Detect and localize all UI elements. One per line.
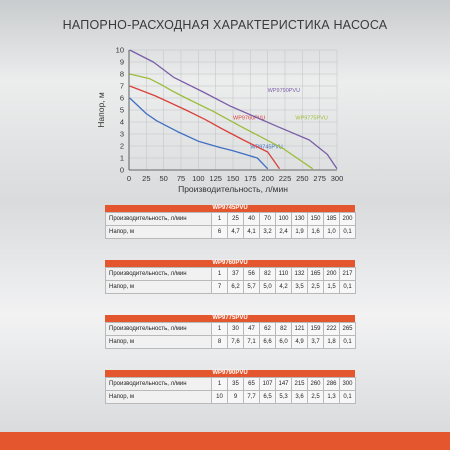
table-cell: 1 [212, 378, 228, 391]
spec-table-WP9790PVU [105, 370, 355, 404]
table-cell: 1,0 [324, 226, 340, 239]
y-tick-label: 10 [115, 45, 124, 55]
table-cell: 10 [212, 391, 228, 404]
bottom-accent-bar [0, 432, 450, 450]
row-label: Производительность, л/мин [106, 378, 212, 391]
y-tick-label: 6 [119, 93, 124, 103]
table-cell: 4,2 [276, 281, 292, 294]
table-cell: 7,1 [244, 336, 260, 349]
row-label: Напор, м [106, 281, 212, 294]
table-cell: 82 [260, 268, 276, 281]
y-tick-label: 2 [119, 141, 124, 151]
table-cell: 1,3 [324, 391, 340, 404]
table-cell: 4,1 [244, 226, 260, 239]
table-cell: 6 [212, 226, 228, 239]
spec-table-WP9775PVU [105, 315, 355, 349]
table-cell: 3,5 [292, 281, 308, 294]
y-tick-label: 1 [119, 153, 124, 163]
table-cell: 62 [260, 323, 276, 336]
spec-table-WP9745PVU [105, 205, 355, 239]
table-cell: 121 [292, 323, 308, 336]
y-axis-label: Напор, м [96, 92, 106, 128]
table-cell: 5,3 [276, 391, 292, 404]
spec-table-WP9760PVU [105, 260, 355, 294]
table-cell: 6,5 [260, 391, 276, 404]
table-cell: 222 [324, 323, 340, 336]
row-label: Производительность, л/мин [106, 213, 212, 226]
table-cell: 56 [244, 268, 260, 281]
y-tick-label: 0 [119, 165, 124, 175]
head-row [106, 226, 356, 239]
table-cell: 1,9 [292, 226, 308, 239]
series-line-WP9760PVU [130, 86, 283, 169]
row-label: Производительность, л/мин [106, 323, 212, 336]
table-cell: 7,6 [228, 336, 244, 349]
table-cell: 217 [340, 268, 356, 281]
x-tick-label: 75 [176, 174, 186, 183]
flow-row [106, 268, 356, 281]
table-cell: 25 [228, 213, 244, 226]
table-cell: 9 [228, 391, 244, 404]
table-cell: 7 [212, 281, 228, 294]
table-cell: 185 [324, 213, 340, 226]
table-cell: 100 [276, 213, 292, 226]
x-tick-label: 100 [192, 174, 205, 183]
y-tick-label: 4 [119, 117, 124, 127]
spec-table-title: WP9790PVU [105, 370, 355, 377]
table-cell: 265 [340, 323, 356, 336]
spec-table-title: WP9745PVU [105, 205, 355, 212]
table-cell: 147 [276, 378, 292, 391]
table-cell: 40 [244, 213, 260, 226]
table-cell: 0,1 [340, 336, 356, 349]
table-cell: 300 [340, 378, 356, 391]
series-label-WP9760PVU: WP9760PVU [233, 115, 266, 122]
flow-row [106, 378, 356, 391]
table-cell: 1 [212, 213, 228, 226]
x-tick-label: 200 [261, 174, 274, 183]
head-row [106, 336, 356, 349]
table-cell: 1,5 [324, 281, 340, 294]
y-tick-label: 8 [119, 69, 124, 79]
spec-table-title: WP9775PVU [105, 315, 355, 322]
table-cell: 260 [308, 378, 324, 391]
table-cell: 70 [260, 213, 276, 226]
table-cell: 3,2 [260, 226, 276, 239]
x-tick-label: 125 [209, 174, 222, 183]
table-cell: 1 [212, 323, 228, 336]
x-tick-label: 150 [226, 174, 240, 183]
table-cell: 110 [276, 268, 292, 281]
spec-table-title: WP9760PVU [105, 260, 355, 267]
head-row [106, 391, 356, 404]
table-cell: 6,2 [228, 281, 244, 294]
x-tick-label: 0 [126, 174, 132, 183]
table-cell: 159 [308, 323, 324, 336]
y-tick-label: 7 [119, 81, 124, 91]
y-tick-label: 5 [119, 105, 124, 115]
table-cell: 0,1 [340, 226, 356, 239]
table-cell: 5,0 [260, 281, 276, 294]
head-row [106, 281, 356, 294]
table-cell: 65 [244, 378, 260, 391]
row-label: Напор, м [106, 391, 212, 404]
table-cell: 215 [292, 378, 308, 391]
table-cell: 286 [324, 378, 340, 391]
x-tick-label: 225 [278, 174, 292, 183]
x-axis-label: Производительность, л/мин [178, 184, 288, 194]
x-tick-label: 300 [330, 174, 344, 183]
table-cell: 0,1 [340, 391, 356, 404]
series-label-WP9775PVU: WP9775PVU [295, 115, 328, 122]
x-tick-label: 175 [244, 174, 257, 183]
table-cell: 1,8 [324, 336, 340, 349]
table-cell: 8 [212, 336, 228, 349]
page-title: НАПОРНО-РАСХОДНАЯ ХАРАКТЕРИСТИКА НАСОСА [62, 18, 388, 32]
table-cell: 3,7 [308, 336, 324, 349]
table-cell: 130 [292, 213, 308, 226]
table-cell: 200 [340, 213, 356, 226]
table-cell: 165 [308, 268, 324, 281]
table-cell: 150 [308, 213, 324, 226]
table-cell: 6,0 [276, 336, 292, 349]
flow-row [106, 213, 356, 226]
table-cell: 1 [212, 268, 228, 281]
y-tick-label: 9 [119, 57, 124, 67]
head-flow-chart [0, 0, 450, 200]
table-cell: 82 [276, 323, 292, 336]
table-cell: 2,5 [308, 281, 324, 294]
table-cell: 35 [228, 378, 244, 391]
series-label-WP9745PVU: WP9745PVU [250, 144, 283, 151]
table-cell: 2,4 [276, 226, 292, 239]
table-cell: 6,6 [260, 336, 276, 349]
row-label: Напор, м [106, 336, 212, 349]
series-label-WP9790PVU: WP9790PVU [267, 88, 301, 94]
table-cell: 200 [324, 268, 340, 281]
table-cell: 5,7 [244, 281, 260, 294]
table-cell: 30 [228, 323, 244, 336]
x-tick-label: 250 [296, 174, 309, 183]
flow-row [106, 323, 356, 336]
table-cell: 3,6 [292, 391, 308, 404]
table-cell: 4,7 [228, 226, 244, 239]
table-cell: 7,7 [244, 391, 260, 404]
x-tick-label: 25 [142, 174, 151, 183]
table-cell: 1,6 [308, 226, 324, 239]
y-tick-label: 3 [119, 129, 124, 139]
table-cell: 2,5 [308, 391, 324, 404]
x-tick-label: 275 [313, 174, 326, 183]
row-label: Напор, м [106, 226, 212, 239]
x-tick-label: 50 [159, 174, 168, 183]
table-cell: 47 [244, 323, 260, 336]
table-cell: 0,1 [340, 281, 356, 294]
row-label: Производительность, л/мин [106, 268, 212, 281]
table-cell: 107 [260, 378, 276, 391]
table-cell: 4,9 [292, 336, 308, 349]
table-cell: 132 [292, 268, 308, 281]
table-cell: 37 [228, 268, 244, 281]
